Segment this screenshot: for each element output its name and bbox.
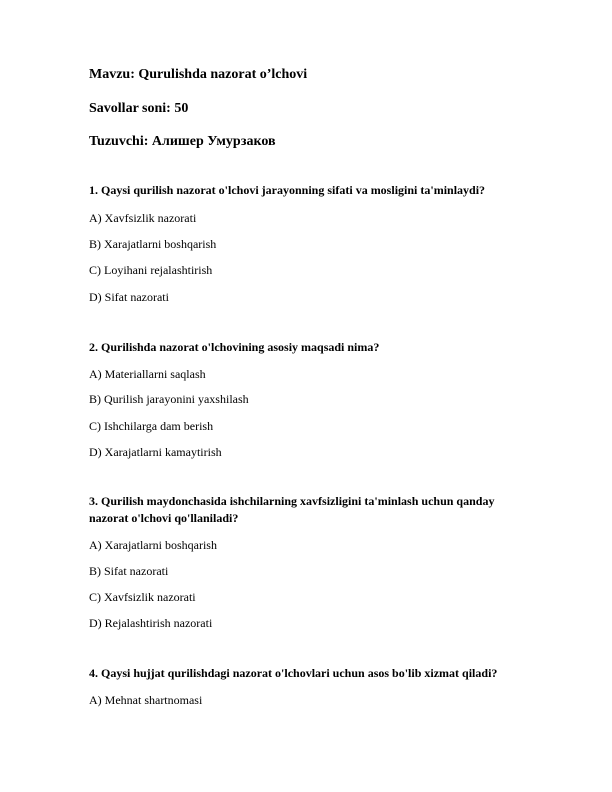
document-author: Tuzuvchi: Алишер Умурзаков (89, 134, 276, 149)
question-2-option-a: A) Materiallarni saqlash (89, 367, 206, 381)
question-2-option-c: C) Ishchilarga dam berish (89, 419, 214, 433)
question-2-text: 2. Qurilishda nazorat o'lchovining asosiy maqsadi nima? (89, 340, 380, 354)
question-1-option-a: A) Xavfsizlik nazorati (89, 211, 197, 225)
question-3-option-a: A) Xarajatlarni boshqarish (89, 538, 217, 552)
question-4-option-a: A) Mehnat shartnomasi (89, 693, 203, 707)
question-1-option-c: C) Loyihani rejalashtirish (89, 263, 213, 277)
question-1-option-b: B) Xarajatlarni boshqarish (89, 237, 217, 251)
question-4-text: 4. Qaysi hujjat qurilishdagi nazorat o'lchovlari uchun asos bo'lib xizmat qiladi? (89, 666, 498, 680)
question-3-option-c: C) Xavfsizlik nazorati (89, 590, 196, 604)
question-2-option-d: D) Xarajatlarni kamaytirish (89, 445, 222, 459)
document-topic: Mavzu: Qurulishda nazorat o’lchovi (89, 67, 308, 82)
question-1-text: 1. Qaysi qurilish nazorat o'lchovi jarayonning sifati va mosligini ta'minlaydi? (89, 183, 486, 197)
question-1-option-d: D) Sifat nazorati (89, 290, 169, 304)
question-2-option-b: B) Qurilish jarayonini yaxshilash (89, 392, 249, 406)
question-3-option-b: B) Sifat nazorati (89, 564, 169, 578)
question-3-option-d: D) Rejalashtirish nazorati (89, 616, 213, 630)
question-3-text: 3. Qurilish maydonchasida ishchilarning xavfsizligini ta'minlash uchun qanday nazorat o'lchovi qo'llaniladi? (89, 494, 495, 525)
question-count: Savollar soni: 50 (89, 101, 189, 116)
